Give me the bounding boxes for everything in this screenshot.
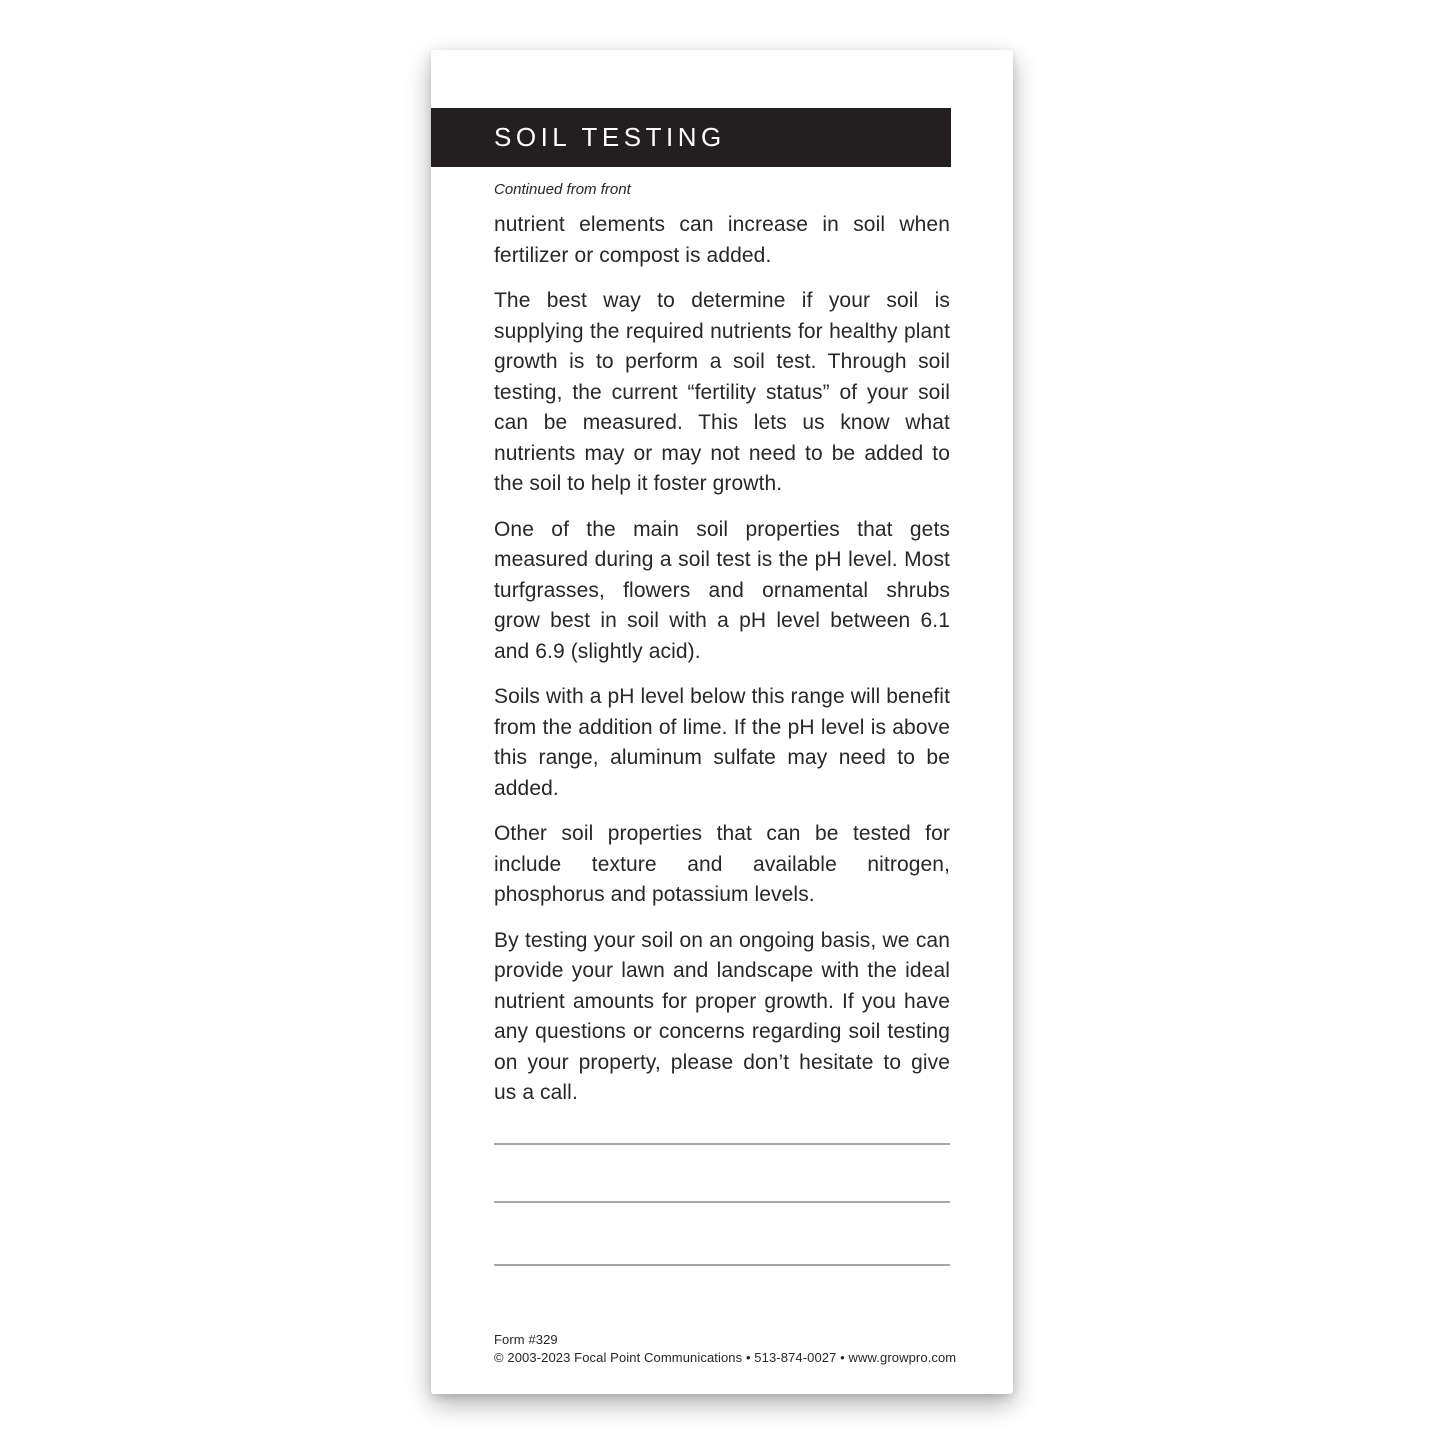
- signature-line: [494, 1201, 950, 1203]
- form-number: Form #329: [494, 1332, 558, 1347]
- write-in-area: [494, 1143, 950, 1266]
- body-paragraph: The best way to determine if your soil is supplying the required nutrients for healthy plant growth is to perform a soil test. Through soil testing, the current “fertility status” of your soil can be measured. This lets us know what nutrients may or may not need to be added to the soil to help it foster growth.: [494, 289, 950, 495]
- card-footer: [494, 1331, 956, 1366]
- body-paragraph: By testing your soil on an ongoing basis, we can provide your lawn and landscape with the ideal nutrient amounts for proper growth. If you have any questions or concerns regarding soil testing on your property, please don’t hesitate to give us a call.: [494, 928, 950, 1104]
- body-paragraph: Soils with a pH level below this range will benefit from the addition of lime. If the pH level is above this range, aluminum sulfate may need to be added.: [494, 685, 950, 800]
- page-title: SOIL TESTING: [494, 122, 726, 152]
- signature-line: [494, 1143, 950, 1145]
- card-content: [431, 181, 1013, 1266]
- continued-from-front-note: Continued from front: [494, 181, 631, 198]
- soil-testing-card: [431, 50, 1013, 1394]
- title-bar: [431, 108, 951, 167]
- body-paragraph: nutrient elements can increase in soil when fertilizer or compost is added.: [494, 213, 950, 267]
- copyright-line: © 2003-2023 Focal Point Communications • 513-874-0027 • www.growpro.com: [494, 1349, 957, 1365]
- signature-line: [494, 1264, 950, 1266]
- body-paragraph: Other soil properties that can be tested for include texture and available nitrogen, phosphorus and potassium levels.: [494, 822, 950, 906]
- body-copy: [494, 210, 950, 1109]
- body-paragraph: One of the main soil properties that gets measured during a soil test is the pH level. Most turfgrasses, flowers and ornamental shrubs grow best in soil with a pH level between 6.1 and 6.9 (slightly acid).: [494, 517, 950, 663]
